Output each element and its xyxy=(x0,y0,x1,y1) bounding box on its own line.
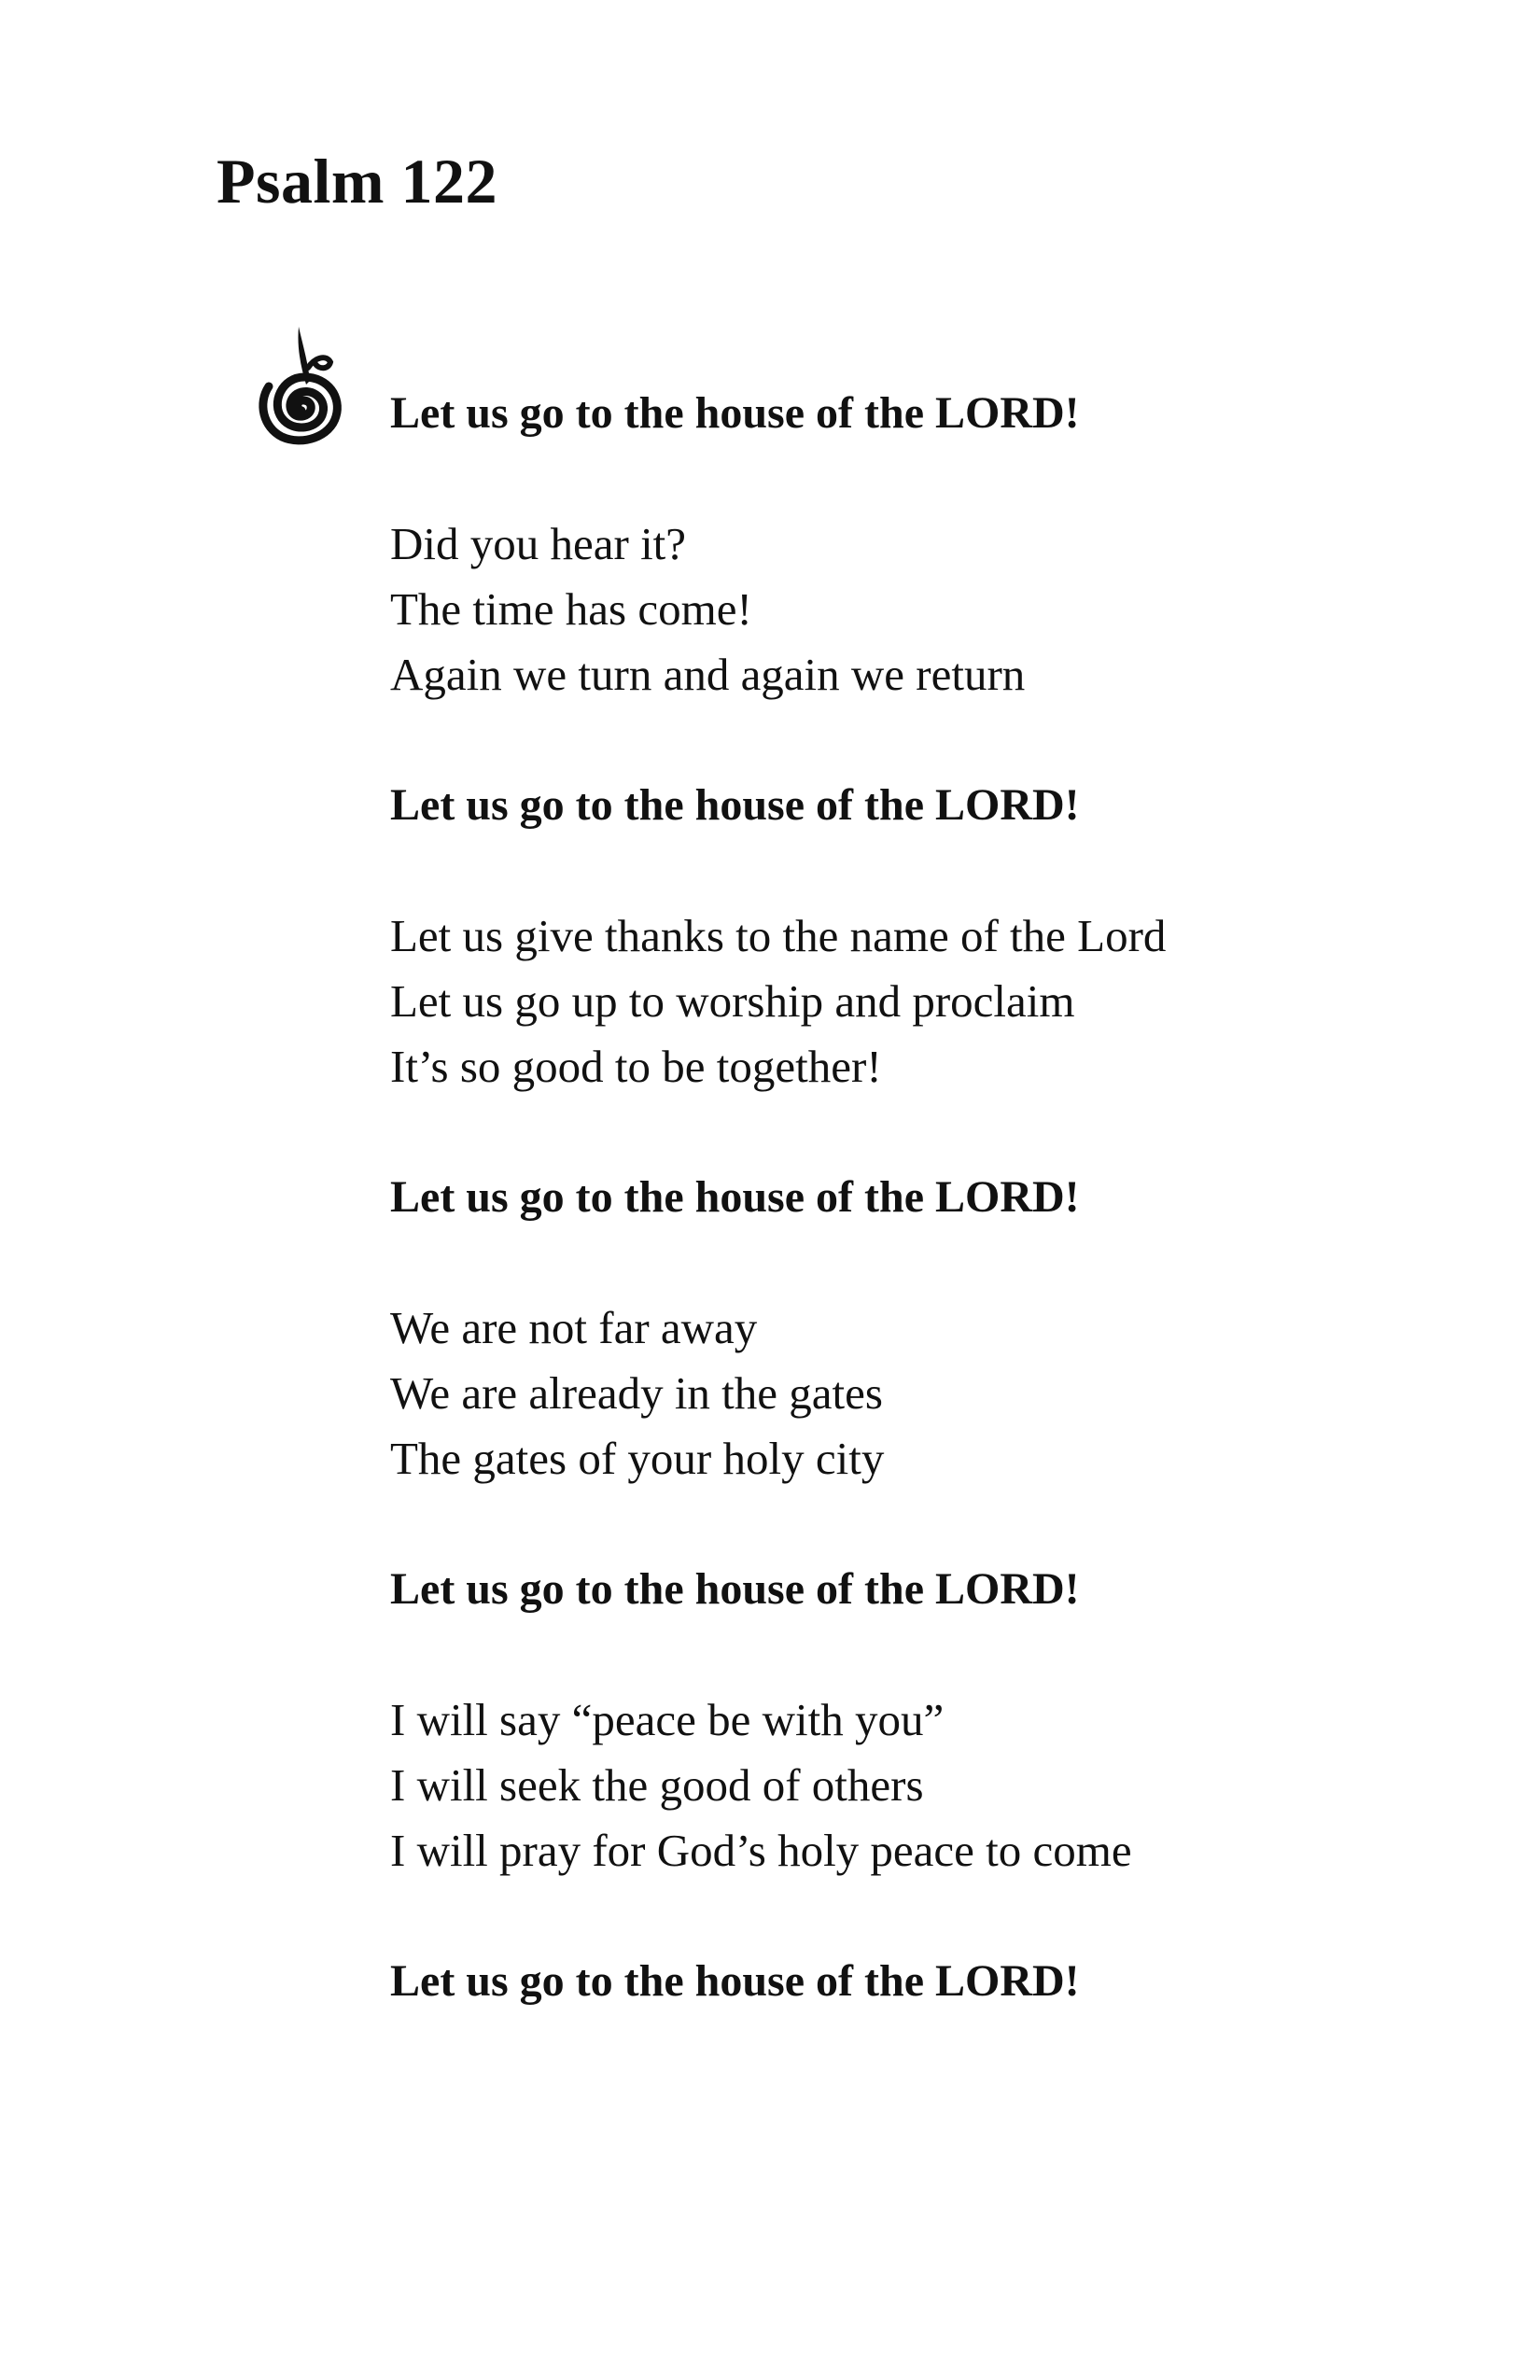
poem-line: I will seek the good of others xyxy=(390,1759,924,1811)
refrain-line: Let us go to the house of the LORD! xyxy=(390,1956,1080,2006)
poem-line: We are already in the gates xyxy=(390,1367,883,1419)
poem-line: Again we turn and again we return xyxy=(390,649,1026,700)
poem-line: It’s so good to be together! xyxy=(390,1041,882,1092)
poem-line: The time has come! xyxy=(390,583,752,635)
poem-line: We are not far away xyxy=(390,1302,758,1353)
poem xyxy=(390,381,1417,2014)
poem-line: Let us go up to worship and proclaim xyxy=(390,975,1075,1027)
spiral-icon xyxy=(250,319,353,450)
poem-line: Did you hear it? xyxy=(390,518,687,569)
page-title: Psalm 122 xyxy=(217,146,498,217)
stanza xyxy=(390,511,1417,707)
poem-line: I will say “peace be with you” xyxy=(390,1694,945,1745)
refrain-line: Let us go to the house of the LORD! xyxy=(390,388,1080,438)
refrain-line: Let us go to the house of the LORD! xyxy=(390,1564,1080,1614)
poem-line: I will pray for God’s holy peace to come xyxy=(390,1825,1132,1876)
poem-line: Let us give thanks to the name of the Lord xyxy=(390,910,1167,961)
refrain-line: Let us go to the house of the LORD! xyxy=(390,1172,1080,1222)
poem-line: The gates of your holy city xyxy=(390,1433,885,1484)
stanza xyxy=(390,903,1417,1099)
stanza xyxy=(390,1295,1417,1491)
stanza xyxy=(390,1687,1417,1883)
refrain-line: Let us go to the house of the LORD! xyxy=(390,780,1080,830)
